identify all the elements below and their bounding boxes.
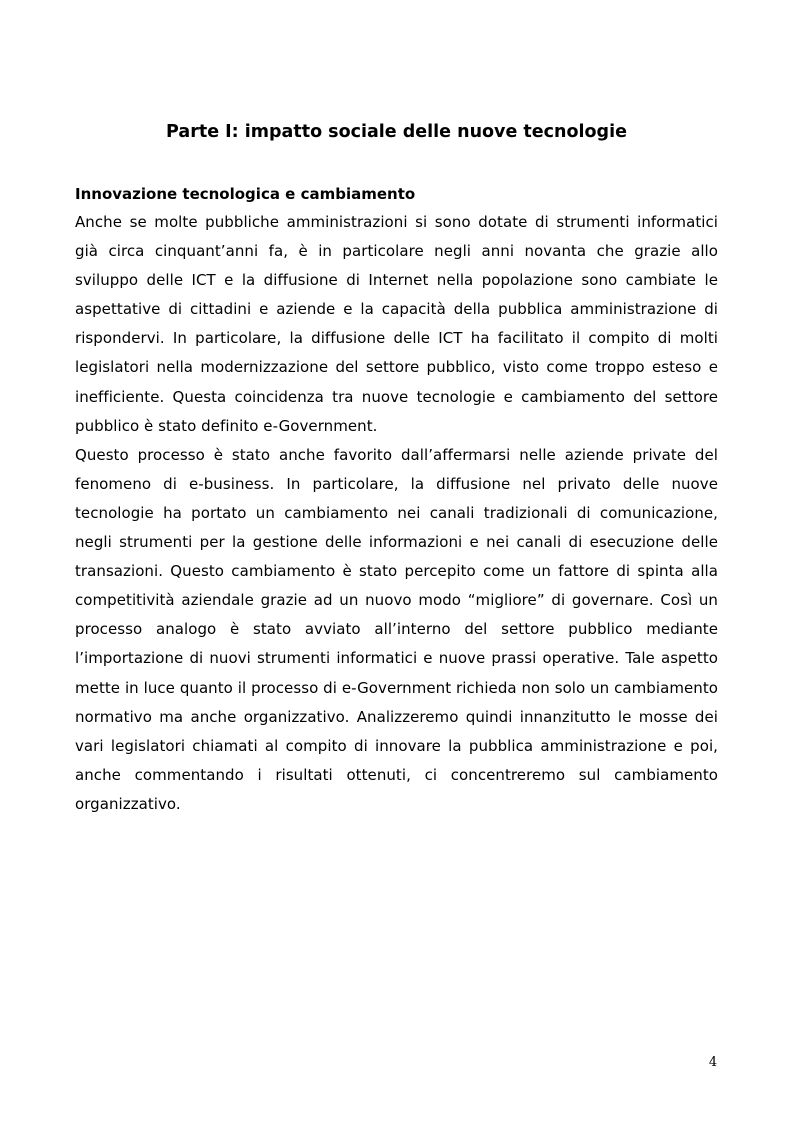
paragraph-1: Anche se molte pubbliche amministrazioni si sono dotate di strumenti informatici già circa cinquant’anni fa, è in particolare negli anni novanta che grazie allo sviluppo delle ICT e la diffusione di Internet nella popolazione sono cambiate le aspettative di cittadini e aziende e la capacità della pubblica amministrazione di rispondervi. In particolare, la diffusione delle ICT ha facilitato il compito di molti legislatori nella modernizzazione del settore pubblico, visto come troppo esteso e inefficiente. Questa coincidenza tra nuove tecnologie e cambiamento del settore pubblico è stato definito e-Government. — [75, 213, 718, 435]
section-heading: Innovazione tecnologica e cambiamento — [75, 185, 416, 203]
part-title: Parte I: impatto sociale delle nuove tecnologie — [166, 122, 627, 142]
body-text — [75, 208, 718, 819]
page-number: 4 — [708, 1055, 718, 1070]
paragraph-2: Questo processo è stato anche favorito dall’affermarsi nelle aziende private del fenomeno di e-business. In particolare, la diffusione nel privato delle nuove tecnologie ha portato un cambiamento nei canali tradizionali di comunicazione, negli strumenti per la gestione delle informazioni e nei canali di esecuzione delle transazioni. Questo cambiamento è stato percepito come un fattore di spinta alla competitività aziendale grazie ad un nuovo modo “migliore” di governare. Così un processo analogo è stato avviato all’interno del settore pubblico mediante l’importazione di nuovi strumenti informatici e nuove prassi operative. Tale aspetto mette in luce quanto il processo di e-Government richieda non solo un cambiamento normativo ma anche organizzativo. Analizzeremo quindi innanzitutto le mosse dei vari legislatori chiamati al compito di innovare la pubblica amministrazione e poi, anche commentando i risultati ottenuti, ci concentreremo sul cambiamento organizzativo. — [75, 445, 718, 813]
